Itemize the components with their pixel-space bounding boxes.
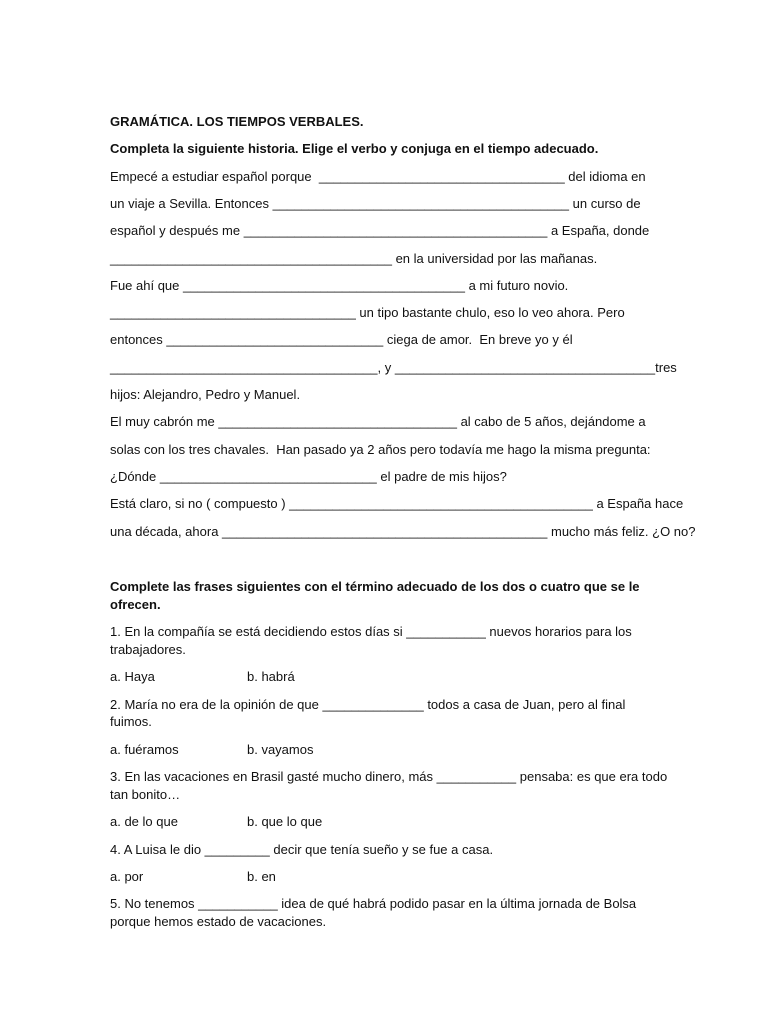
option-b: b. que lo que [247, 814, 323, 829]
story-line: ¿Dónde ______________________________ el padre de mis hijos? [110, 469, 507, 484]
section1-instruction: Completa la siguiente historia. Elige el verbo y conjuga en el tiempo adecuado. [110, 141, 599, 156]
story-line: __________________________________ un tipo bastante chulo, eso lo veo ahora. Pero [110, 305, 625, 320]
story-line: un viaje a Sevilla. Entonces _________________________________________ un curso de [110, 196, 641, 211]
section2-instruction: Complete las frases siguientes con el término adecuado de los dos o cuatro que se le [110, 579, 640, 594]
story-line: solas con los tres chavales. Han pasado ya 2 años pero todavía me hago la misma pregunta: [110, 442, 651, 457]
question-text: tan bonito… [110, 787, 181, 802]
story-line: _______________________________________ en la universidad por las mañanas. [110, 251, 598, 266]
story-line: español y después me __________________________________________ a España, donde [110, 223, 650, 238]
question-text: 5. No tenemos ___________ idea de qué habrá podido pasar en la última jornada de Bolsa [110, 896, 637, 911]
option-a: a. Haya [110, 669, 155, 684]
option-a: a. fuéramos [110, 742, 179, 757]
story-line: Empecé a estudiar español porque __________________________________ del idioma en [110, 169, 646, 184]
story-line: Está claro, si no ( compuesto ) __________________________________________ a España hace [110, 496, 684, 511]
question-text: fuimos. [110, 714, 152, 729]
story-line: hijos: Alejandro, Pedro y Manuel. [110, 387, 301, 402]
section2-instruction: ofrecen. [110, 597, 161, 612]
option-a: a. por [110, 869, 144, 884]
question-text: porque hemos estado de vacaciones. [110, 914, 327, 929]
story-line: El muy cabrón me _________________________________ al cabo de 5 años, dejándome a [110, 414, 646, 429]
story-line: una década, ahora _____________________________________________ mucho más feliz. ¿O no? [110, 524, 696, 539]
option-b: b. habrá [247, 669, 295, 684]
question-text: 4. A Luisa le dio _________ decir que tenía sueño y se fue a casa. [110, 842, 494, 857]
option-a: a. de lo que [110, 814, 178, 829]
question-text: 3. En las vacaciones en Brasil gasté mucho dinero, más ___________ pensaba: es que era todo [110, 769, 668, 784]
worksheet-title: GRAMÁTICA. LOS TIEMPOS VERBALES. [110, 114, 364, 129]
story-line: entonces ______________________________ ciega de amor. En breve yo y él [110, 332, 573, 347]
question-text: 1. En la compañía se está decidiendo estos días si ___________ nuevos horarios para los [110, 624, 632, 639]
option-b: b. en [247, 869, 276, 884]
question-text: trabajadores. [110, 642, 186, 657]
story-line: Fue ahí que _______________________________________ a mi futuro novio. [110, 278, 569, 293]
option-b: b. vayamos [247, 742, 314, 757]
question-text: 2. María no era de la opinión de que ______________ todos a casa de Juan, pero al final [110, 697, 626, 712]
story-line: _____________________________________, y ____________________________________tres [110, 360, 677, 375]
